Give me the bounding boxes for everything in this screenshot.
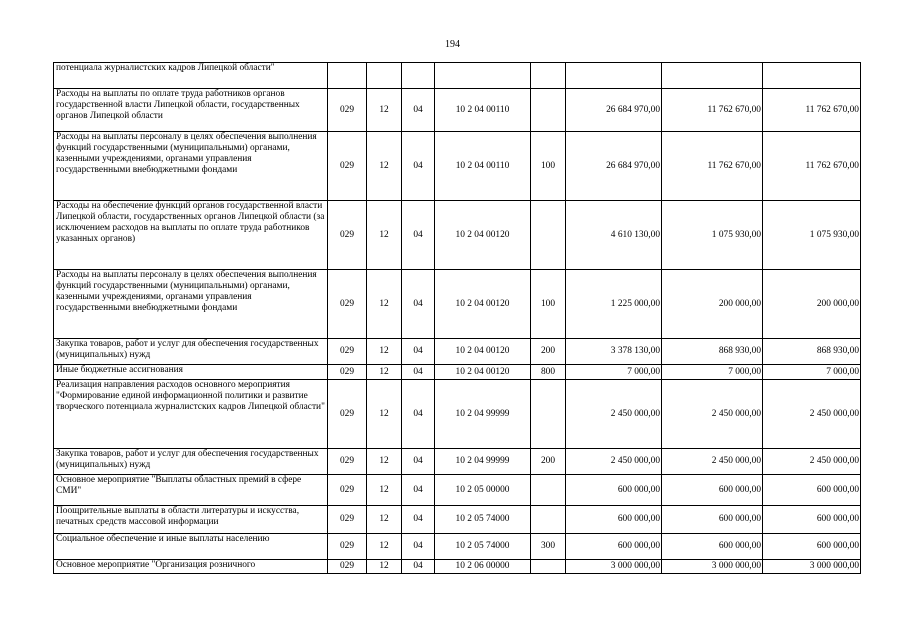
row-admin-code-cell: 029 [328,380,367,449]
row-sum-year2-cell: 600 000,00 [662,506,763,534]
row-sum-year3-cell: 200 000,00 [763,270,861,339]
row-sum-year2-cell: 1 075 930,00 [662,201,763,270]
row-section-cell: 12 [367,449,402,475]
row-sum-year2-cell: 2 450 000,00 [662,449,763,475]
row-admin-code-cell: 029 [328,270,367,339]
row-subsection-cell: 04 [402,506,435,534]
row-sum-year3-cell: 600 000,00 [763,534,861,560]
row-sum-year1-cell: 1 225 000,00 [566,270,662,339]
row-subsection-cell: 04 [402,449,435,475]
row-section-cell: 12 [367,475,402,506]
row-name-cell: Иные бюджетные ассигнования [54,365,328,380]
row-target-article-cell: 10 2 04 00120 [435,339,531,365]
row-target-article-cell: 10 2 04 99999 [435,380,531,449]
row-admin-code-cell: 029 [328,365,367,380]
row-expense-type-cell [531,560,566,574]
row-expense-type-cell: 100 [531,270,566,339]
row-expense-type-cell [531,380,566,449]
row-expense-type-cell: 200 [531,339,566,365]
row-subsection-cell: 04 [402,560,435,574]
row-section-cell: 12 [367,506,402,534]
row-sum-year2-cell [662,63,763,89]
row-sum-year1-cell: 4 610 130,00 [566,201,662,270]
row-name-cell: Расходы на выплаты персоналу в целях обеспечения выполнения функций государственными (муниципальными) органами, казенными учреждениями, органами управления государственными внебюджетными фондами [54,132,328,201]
row-sum-year1-cell: 2 450 000,00 [566,449,662,475]
row-sum-year1-cell: 26 684 970,00 [566,89,662,132]
row-target-article-cell: 10 2 05 74000 [435,534,531,560]
table-row [54,449,861,475]
row-sum-year2-cell: 868 930,00 [662,339,763,365]
table-row [54,365,861,380]
table-row [54,339,861,365]
row-target-article-cell: 10 2 04 00110 [435,89,531,132]
row-sum-year1-cell: 3 378 130,00 [566,339,662,365]
row-name-cell: Поощрительные выплаты в области литературы и искусства, печатных средств массовой информации [54,506,328,534]
row-name-cell: Реализация направления расходов основного мероприятия "Формирование единой информационной политики и развитие творческого потенциала журналистских кадров Липецкой области" [54,380,328,449]
row-sum-year3-cell: 7 000,00 [763,365,861,380]
row-expense-type-cell [531,89,566,132]
page-number: 194 [445,39,460,50]
row-expense-type-cell [531,506,566,534]
table-row [54,132,861,201]
row-sum-year2-cell: 11 762 670,00 [662,132,763,201]
row-name-cell: Основное мероприятие "Выплаты областных премий в сфере СМИ" [54,475,328,506]
row-name-cell: потенциала журналистских кадров Липецкой области" [54,63,328,89]
row-target-article-cell: 10 2 04 00120 [435,365,531,380]
row-sum-year3-cell: 1 075 930,00 [763,201,861,270]
row-admin-code-cell: 029 [328,449,367,475]
row-sum-year2-cell: 11 762 670,00 [662,89,763,132]
row-sum-year1-cell: 3 000 000,00 [566,560,662,574]
row-sum-year3-cell: 11 762 670,00 [763,89,861,132]
row-subsection-cell: 04 [402,380,435,449]
table-row [54,270,861,339]
row-expense-type-cell [531,63,566,89]
row-name-cell: Социальное обеспечение и иные выплаты населению [54,534,328,560]
row-sum-year3-cell: 2 450 000,00 [763,449,861,475]
row-subsection-cell: 04 [402,270,435,339]
row-target-article-cell [435,63,531,89]
row-target-article-cell: 10 2 05 00000 [435,475,531,506]
row-subsection-cell: 04 [402,89,435,132]
row-section-cell: 12 [367,380,402,449]
row-expense-type-cell [531,475,566,506]
table-row [54,380,861,449]
row-sum-year3-cell [763,63,861,89]
row-sum-year3-cell: 600 000,00 [763,475,861,506]
row-section-cell: 12 [367,560,402,574]
budget-table [53,62,861,574]
row-sum-year1-cell: 2 450 000,00 [566,380,662,449]
row-section-cell: 12 [367,365,402,380]
row-sum-year3-cell: 868 930,00 [763,339,861,365]
table-row [54,63,861,89]
row-subsection-cell: 04 [402,339,435,365]
row-expense-type-cell: 800 [531,365,566,380]
table-row [54,475,861,506]
row-sum-year2-cell: 600 000,00 [662,534,763,560]
row-admin-code-cell: 029 [328,534,367,560]
row-subsection-cell: 04 [402,132,435,201]
row-sum-year2-cell: 2 450 000,00 [662,380,763,449]
row-sum-year2-cell: 200 000,00 [662,270,763,339]
row-admin-code-cell: 029 [328,132,367,201]
row-section-cell: 12 [367,132,402,201]
row-section-cell: 12 [367,89,402,132]
row-admin-code-cell: 029 [328,201,367,270]
row-name-cell: Закупка товаров, работ и услуг для обеспечения государственных (муниципальных) нужд [54,339,328,365]
table-row [54,534,861,560]
row-subsection-cell: 04 [402,534,435,560]
row-admin-code-cell: 029 [328,560,367,574]
row-subsection-cell: 04 [402,201,435,270]
row-sum-year1-cell: 600 000,00 [566,475,662,506]
row-target-article-cell: 10 2 04 00120 [435,201,531,270]
row-sum-year1-cell [566,63,662,89]
row-section-cell: 12 [367,270,402,339]
row-sum-year1-cell: 600 000,00 [566,534,662,560]
row-sum-year3-cell: 600 000,00 [763,506,861,534]
row-sum-year3-cell: 2 450 000,00 [763,380,861,449]
row-sum-year1-cell: 7 000,00 [566,365,662,380]
row-section-cell: 12 [367,534,402,560]
row-admin-code-cell: 029 [328,339,367,365]
row-sum-year2-cell: 7 000,00 [662,365,763,380]
row-target-article-cell: 10 2 04 99999 [435,449,531,475]
row-expense-type-cell [531,201,566,270]
row-name-cell: Расходы на выплаты персоналу в целях обеспечения выполнения функций государственными (муниципальными) органами, казенными учреждениями, органами управления государственными внебюджетными фондами [54,270,328,339]
row-sum-year3-cell: 3 000 000,00 [763,560,861,574]
row-name-cell: Закупка товаров, работ и услуг для обеспечения государственных (муниципальных) нужд [54,449,328,475]
row-section-cell [367,63,402,89]
row-admin-code-cell: 029 [328,506,367,534]
table-row [54,506,861,534]
row-name-cell: Расходы на обеспечение функций органов государственной власти Липецкой области, государственных органов Липецкой области (за исключением расходов на выплаты по оплате труда работников указанных органов) [54,201,328,270]
row-name-cell: Основное мероприятие "Организация розничного [54,560,328,574]
row-section-cell: 12 [367,201,402,270]
table-row [54,89,861,132]
row-expense-type-cell: 100 [531,132,566,201]
table-row [54,201,861,270]
row-target-article-cell: 10 2 06 00000 [435,560,531,574]
row-sum-year1-cell: 26 684 970,00 [566,132,662,201]
row-section-cell: 12 [367,339,402,365]
row-admin-code-cell: 029 [328,475,367,506]
table-row [54,560,861,574]
row-sum-year3-cell: 11 762 670,00 [763,132,861,201]
row-target-article-cell: 10 2 05 74000 [435,506,531,534]
row-admin-code-cell [328,63,367,89]
row-sum-year2-cell: 600 000,00 [662,475,763,506]
row-subsection-cell [402,63,435,89]
row-expense-type-cell: 200 [531,449,566,475]
row-target-article-cell: 10 2 04 00110 [435,132,531,201]
row-admin-code-cell: 029 [328,89,367,132]
row-subsection-cell: 04 [402,365,435,380]
row-expense-type-cell: 300 [531,534,566,560]
row-name-cell: Расходы на выплаты по оплате труда работников органов государственной власти Липецкой области, государственных органов Липецкой области [54,89,328,132]
row-subsection-cell: 04 [402,475,435,506]
row-sum-year2-cell: 3 000 000,00 [662,560,763,574]
row-sum-year1-cell: 600 000,00 [566,506,662,534]
row-target-article-cell: 10 2 04 00120 [435,270,531,339]
